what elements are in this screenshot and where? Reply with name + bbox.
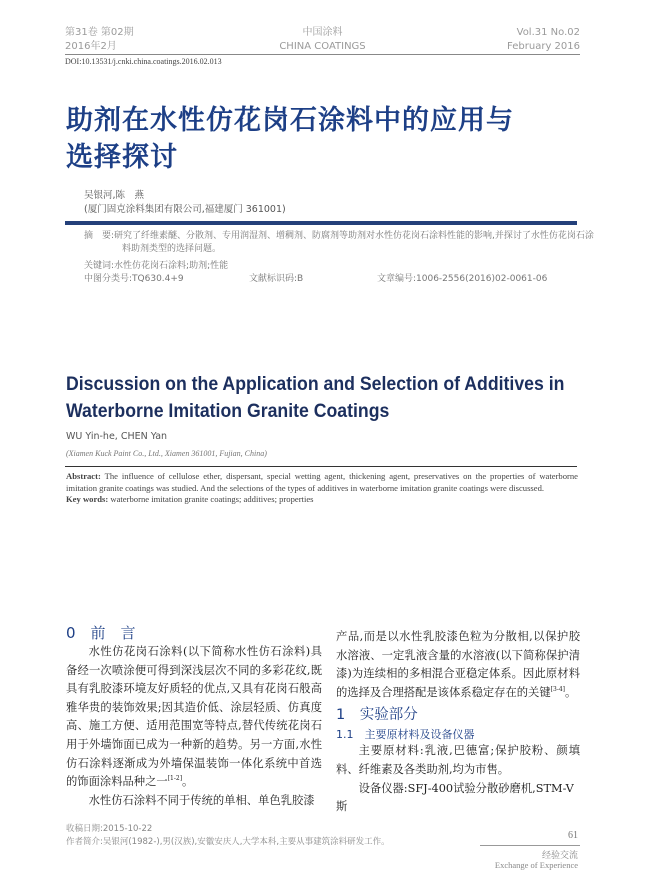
keywords-en-label: Key words: xyxy=(66,494,109,505)
paragraph-end: 。 xyxy=(565,685,577,699)
citation: [3-4] xyxy=(550,686,565,694)
abstract-cn-text: 研究了纤维素醚、分散剂、专用润湿剂、增稠剂、防腐剂等助剂对水性仿花岗石涂料性能的影响,并探讨了水性仿花岗石涂料助剂类型的选择问题。 xyxy=(114,231,594,254)
authors-cn: 吴银河,陈 燕 xyxy=(84,190,145,201)
abstract-en xyxy=(66,471,578,506)
column-cn: 经验交流 xyxy=(541,850,578,860)
doc-code: 文献标识码:B xyxy=(249,274,304,284)
date-cn: 2016年2月 xyxy=(65,41,117,52)
doi: DOI:10.13531/j.cnki.china.coatings.2016.02.013 xyxy=(65,57,222,66)
keywords-cn xyxy=(84,258,228,271)
section-0-paragraph-2: 水性仿石涂料不同于传统的单相、单色乳胶漆 xyxy=(88,793,315,807)
header-rule xyxy=(65,54,580,55)
article-number: 文章编号:1006-2556(2016)02-0061-06 xyxy=(377,274,548,284)
affiliation-en: (Xiamen Kuck Paint Co., Ltd., Xiamen 361001, Fujian, China) xyxy=(66,449,267,458)
footer-rule xyxy=(480,845,580,846)
paragraph-text: 产品,而是以水性乳胶漆色粒为分散相,以保护胶水溶液、一定乳液含量的水溶液(以下简称保护清漆)为连续相的多相混合亚稳定体系。因此原材料的选择及合理搭配是该体系稳定存在的关键 xyxy=(336,630,580,699)
abstract-cn-label: 摘 要: xyxy=(84,231,115,241)
body-area xyxy=(66,624,580,849)
left-column xyxy=(66,624,322,810)
author-bio: 作者简介:吴银河(1982-),男(汉族),安徽安庆人,大学本科,主要从事建筑涂料研发工作。 xyxy=(66,836,390,847)
abstract-cn xyxy=(84,230,602,256)
received-date: 收稿日期:2015-10-22 xyxy=(66,823,153,834)
paragraph-text: 水性仿花岗石涂料(以下简称水性仿石涂料)具备经一次喷涂便可得到深浅层次不同的多彩花纹,既具有乳胶漆环境友好质轻的优点,又具有花岗石般高雅华贵的装饰效果;因其造价低、涂层轻质、仿真度高、施工方便、适用范围宽等特点,替代传统花岗石用于外墙饰面已成为一种新的趋势。另一方面,水性仿石涂料逐渐成为外墙保温装饰一体化系统中首选的饰面涂料品种之一 xyxy=(66,645,322,789)
column-en: Exchange of Experience xyxy=(494,860,578,870)
issue-cn: 第31卷 第02期 xyxy=(65,27,134,38)
section-1-1-heading: 1.1 主要原材料及设备仪器 xyxy=(336,728,475,742)
affiliation-cn: (厦门固克涂料集团有限公司,福建厦门 361001) xyxy=(84,204,286,215)
date-en: February 2016 xyxy=(507,41,580,52)
citation: [1-2] xyxy=(167,775,183,783)
body-columns xyxy=(66,624,580,817)
clc-number: 中图分类号:TQ630.4+9 xyxy=(84,274,184,284)
page-number: 61 xyxy=(568,830,578,841)
keywords-cn-label: 关键词: xyxy=(84,261,115,271)
title-rule xyxy=(65,221,577,225)
abstract-en-label: Abstract: xyxy=(66,471,101,481)
title-en-line2: Waterborne Imitation Granite Coatings xyxy=(66,401,390,422)
journal-cn: 中国涂料 xyxy=(302,27,343,38)
col2-paragraph-3: 设备仪器:SFJ-400试验分散砂磨机,STM-V斯 xyxy=(336,781,574,814)
en-rule xyxy=(65,466,577,467)
title-cn-line2: 选择探讨 xyxy=(66,142,178,173)
col2-paragraph-1 xyxy=(336,628,580,702)
paragraph-end: 。 xyxy=(182,775,194,789)
title-cn-line1: 助剂在水性仿花岗石涂料中的应用与 xyxy=(66,105,514,136)
keywords-cn-text: 水性仿花岗石涂料;助剂;性能 xyxy=(114,261,229,271)
section-0-paragraph-1 xyxy=(66,643,322,792)
vol-en: Vol.31 No.02 xyxy=(516,27,580,38)
keywords-en-text: waterborne imitation granite coatings; additives; properties xyxy=(108,494,314,505)
section-0-heading: 0 前 言 xyxy=(66,624,136,642)
right-column xyxy=(336,624,580,817)
title-en-line1: Discussion on the Application and Selection of Additives in xyxy=(66,374,565,395)
abstract-en-text: The influence of cellulose ether, dispersant, special wetting agent, thickening agent, preservatives on the properties of waterborne imitation granite coatings was studied. And the selections of the types of additives in waterborne imitation granite coatings were discussed. xyxy=(66,471,578,493)
authors-en: WU Yin-he, CHEN Yan xyxy=(66,431,168,442)
section-1-heading: 1 实验部分 xyxy=(336,707,418,724)
col2-paragraph-2: 主要原材料:乳液,巴德富;保护胶粉、颜填料、纤维素及各类助剂,均为市售。 xyxy=(336,744,580,776)
journal-en: CHINA COATINGS xyxy=(279,41,366,52)
